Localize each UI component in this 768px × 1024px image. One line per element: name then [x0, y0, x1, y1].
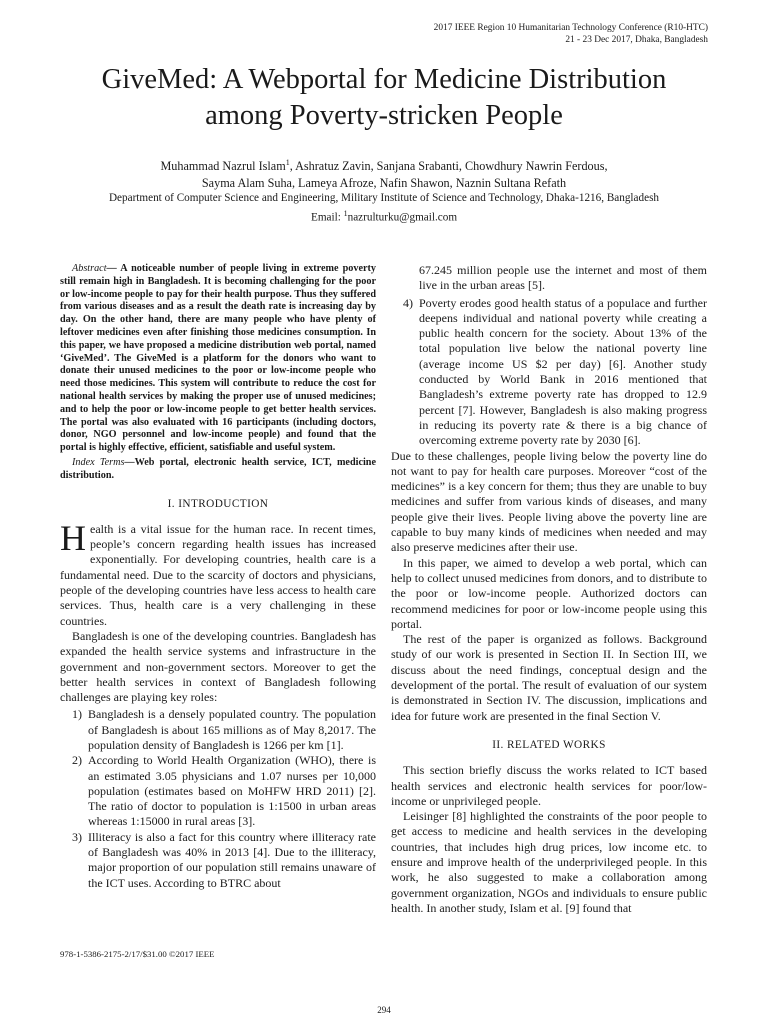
- abstract-label: Abstract: [72, 263, 107, 274]
- email-line: [30, 206, 738, 226]
- list-item-number: 3): [72, 829, 82, 844]
- list-item-number: 4): [403, 295, 413, 310]
- list-item-number: 1): [72, 707, 82, 722]
- page-number: 294: [377, 1005, 391, 1015]
- email-address[interactable]: nazrulturku@gmail.com: [347, 211, 458, 224]
- list-item-text: Illiteracy is also a fact for this country where illiteracy rate of Bangladesh was 40% in 2013 [4]. Due to the illiteracy, major proportion of our population still remains unaware of the ICT uses. According to BTRC about: [88, 829, 376, 890]
- challenges-list-continued: [391, 296, 707, 449]
- list-item: [60, 830, 376, 891]
- author-list: [40, 154, 728, 192]
- conference-date: 21 - 23 Dec 2017, Dhaka, Bangladesh: [565, 35, 708, 45]
- list-item-text: According to World Health Organization (WHO), there is an estimated 3.05 physicians and 1.07 nurses per 10,000 population (estimates based on MoHFW HRD 2011) [2]. The ratio of doctor to population is 1:1500 in urban areas whereas 1:15000 in rural areas [3].: [88, 753, 376, 829]
- intro-paragraph-5: The rest of the paper is organized as follows. Background study of our work is presented in Section II. In Section III, we discuss about the need findings, conceptual design and the development of the portal. The result of evaluation of our system is demonstrated in Section IV. The discussion, implications and idea for future work are presented in the final Section V.: [391, 632, 707, 723]
- section-heading-introduction: I. INTRODUCTION: [167, 497, 269, 510]
- list-item-number: 2): [72, 753, 82, 768]
- intro-paragraph-1-text: ealth is a vital issue for the human race. In recent times, people’s concern regarding health issues has increased exponentially. For developing countries, health care is a fundamental need. Due to the scarcity of doctors and physicians, people of the developing countries have less access to health care services. Thus, health care is a very challenging in these countries.: [60, 521, 376, 628]
- abstract-text: — A noticeable number of people living in extreme poverty still remain high in Bangladesh. It is becoming challenging for the poor or low-income people to pay for their health purpose. Thus they suffered from various diseases and as a result the death rate is increasing day by day. On the other hand, there are many people who have plenty of leftover medicines even after finishing those medicines consumption. In this paper, we have proposed a medicine distribution web portal, named ‘GiveMed’. The GiveMed is a platform for the donors who want to donate their unused medicines to the poor or low-income people who need those medicines. This system will contribute to reduce the cost for national health services by making the proper use of unused medicines; and to help the poor or low-income people to get better health services. The portal was also evaluated with 16 participants (including doctors, donor, NGO personnel and low-income people) and found that the portal is highly effective, efficient, satisfiable and useful system.: [60, 263, 376, 454]
- index-terms: [60, 457, 376, 483]
- author-superscript: 1: [285, 158, 290, 167]
- related-paragraph-1: This section briefly discuss the works related to ICT based health services and electronic health services for poor/low-income or unprivileged people.: [391, 763, 707, 808]
- intro-paragraph-2: Bangladesh is one of the developing countries. Bangladesh has expanded the health service systems and infrastructure in the government and non-government sectors. Moreover to get the better health services in context of Bangladesh following challenges are playing key roles:: [60, 628, 376, 705]
- list-item-text: Bangladesh is a densely populated country. The population of Bangladesh is about 165 millions as of May 8,2017. The population density of Bangladesh is 1266 per km [1].: [88, 707, 376, 752]
- list-item: [391, 296, 707, 449]
- copyright-notice: 978-1-5386-2175-2/17/$31.00 ©2017 IEEE: [60, 949, 215, 959]
- left-column: [60, 263, 376, 891]
- abstract: [60, 263, 376, 455]
- list-item: [60, 707, 376, 753]
- section-heading-related-works: II. RELATED WORKS: [492, 738, 606, 751]
- title-line-1: GiveMed: A Webportal for Medicine Distribution: [101, 64, 667, 95]
- list-item: [60, 753, 376, 829]
- intro-paragraph-4: In this paper, we aimed to develop a web portal, which can help to collect unused medicines from donors, and to distribute to the poor or low-income people. Authorized doctors can recommend medicines for poor or low-income people using this portal.: [391, 555, 707, 631]
- coauthors-line-1: , Ashratuz Zavin, Sanjana Srabanti, Chowdhury Nawrin Ferdous,: [289, 159, 608, 174]
- drop-cap: H: [60, 517, 86, 558]
- department: Department of Computer Science and Engineering, Military Institute of Science and Technology, Dhaka-1216, Bangladesh: [108, 192, 660, 204]
- authors-line-2: Sayma Alam Suha, Lameya Afroze, Nafin Shawon, Naznin Sultana Refath: [201, 176, 567, 191]
- email-superscript: 1: [343, 209, 348, 218]
- right-column: [391, 263, 707, 916]
- first-author: Muhammad Nazrul Islam: [160, 159, 286, 174]
- index-terms-label: Index Terms: [72, 456, 125, 468]
- related-paragraph-2: Leisinger [8] highlighted the constraints of the poor people to get access to medicine and health services in the developing countries, that includes high drug prices, low income etc. to ensure and improve health of the underprivileged people. In this work, he also suggested to make a collaboration among government organization, NGOs and individuals to ensure public health. In another study, Islam et al. [9] found that: [391, 809, 707, 915]
- conference-header: [434, 22, 708, 46]
- paper-title: [40, 62, 728, 134]
- title-line-2: among Poverty-stricken People: [205, 100, 563, 131]
- challenges-list: [60, 707, 376, 891]
- list-item-3-continued: 67.245 million people use the internet and most of them live in the urban areas [5].: [419, 263, 707, 293]
- authors-line-1: [40, 154, 728, 175]
- affiliation: [30, 190, 738, 226]
- intro-paragraph-1: [60, 517, 376, 629]
- email-label: Email:: [310, 211, 344, 224]
- list-item-text: Poverty erodes good health status of a populace and further deepens individual and national poverty while creating a public health concern for the society. About 13% of the total population live below the national poverty line (average income US $2 per day) [6]. Another study conducted by World Bank in 2016 mentioned that Bangladesh’s extreme poverty rate has dropped to 12.9 percent [7]. However, Bangladesh is also making progress in reducing its poverty rate & there is a big chance of overcoming extreme poverty rate by 2030 [6].: [419, 295, 707, 448]
- index-terms-text: —Web portal, electronic health service, ICT, medicine distribution.: [60, 456, 376, 481]
- conference-name: 2017 IEEE Region 10 Humanitarian Technology Conference (R10-HTC): [433, 23, 708, 33]
- intro-paragraph-3: Due to these challenges, people living below the poverty line do not want to pay for health care purposes. Moreover “cost of the medicines” is a key concern for them; thus they are unable to buy medicines and suffer from various kinds of diseases, and many people give their lives. People living above the poverty line are capable to buy many kinds of medicines when needed and may also preserve medicines after their use.: [391, 448, 707, 555]
